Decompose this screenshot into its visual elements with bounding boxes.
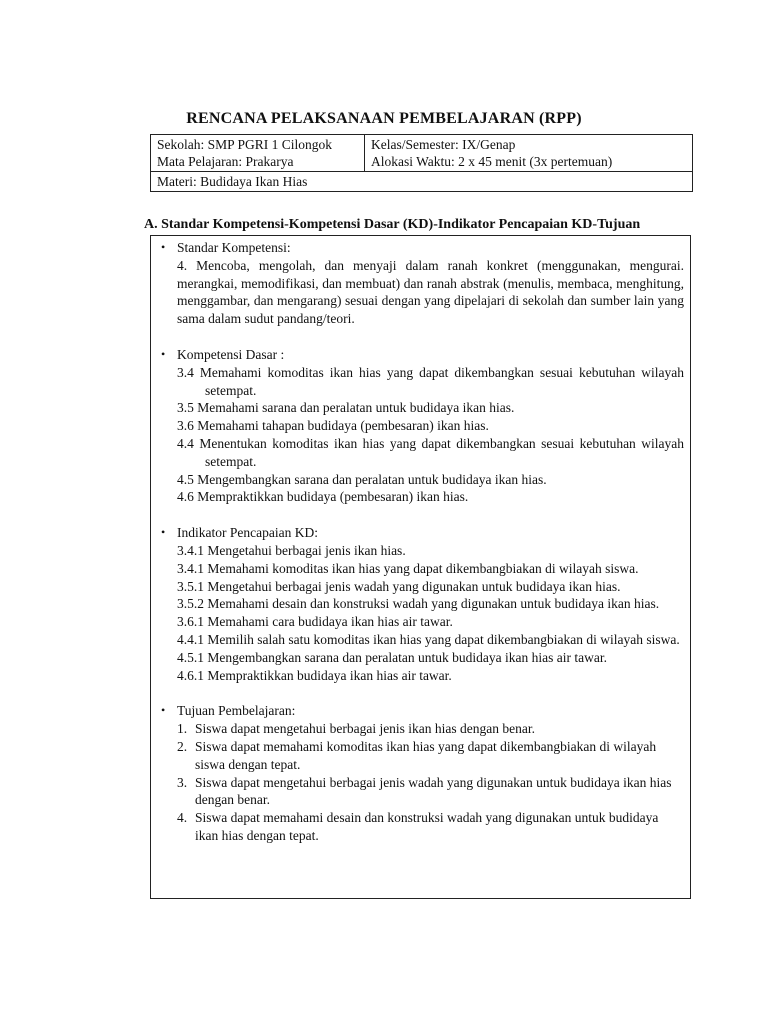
list-item: 4.5 Mengembangkan sarana dan peralatan untuk budidaya ikan hias. (177, 471, 547, 487)
list-item: 3.4.1 Memahami komoditas ikan hias yang dapat dikembangbiakan di wilayah siswa. (177, 560, 639, 576)
subject-name: Mata Pelajaran: Prakarya (157, 154, 294, 169)
list-item: 3.4.1 Mengetahui berbagai jenis ikan hias. (177, 542, 406, 558)
list-item (177, 774, 684, 810)
kompetensi-dasar-block (157, 346, 684, 506)
item-text: Siswa dapat memahami komoditas ikan hias yang dapat dikembangbiakan di wilayah siswa dengan tepat. (195, 738, 657, 772)
block-label: Indikator Pencapaian KD: (177, 525, 318, 541)
item-number: 3. (177, 774, 188, 790)
list-item (177, 720, 684, 738)
list-item (177, 738, 684, 774)
time-allocation: Alokasi Waktu: 2 x 45 menit (3x pertemuan) (371, 154, 613, 169)
list-item: 3.5.1 Mengetahui berbagai jenis wadah yang digunakan untuk budidaya ikan hias. (177, 578, 621, 594)
item-text: Siswa dapat mengetahui berbagai jenis wadah yang digunakan untuk budidaya ikan hias dengan benar. (195, 774, 672, 808)
item-text: Siswa dapat mengetahui berbagai jenis ikan hias dengan benar. (195, 721, 536, 737)
block-label: Kompetensi Dasar : (177, 346, 285, 362)
list-item: 3.4 Memahami komoditas ikan hias yang dapat dikembangkan sesuai kebutuhan wilayah setempat. (177, 364, 684, 398)
item-text: Siswa dapat memahami desain dan konstruksi wadah yang digunakan untuk budidaya ikan hias dengan tepat. (195, 810, 659, 843)
info-row (151, 172, 693, 192)
section-a-heading: A. Standar Kompetensi-Kompetensi Dasar (KD)-Indikator Pencapaian KD-Tujuan (144, 217, 641, 232)
document-title: RENCANA PELAKSANAAN PEMBELAJARAN (RPP) (186, 110, 582, 127)
school-name: Sekolah: SMP PGRI 1 Cilongok (157, 137, 333, 152)
item-number: 2. (177, 738, 188, 754)
class-semester: Kelas/Semester: IX/Genap (371, 137, 516, 152)
item-number: 1. (177, 721, 188, 737)
bullet-icon: • (161, 240, 166, 254)
list-item: 4.6.1 Mempraktikkan budidaya ikan hias air tawar. (177, 667, 452, 683)
list-item: 4.6 Mempraktikkan budidaya (pembesaran) ikan hias. (177, 489, 469, 505)
list-item: 3.6.1 Memahami cara budidaya ikan hias air tawar. (177, 614, 453, 630)
standar-kompetensi-block (157, 239, 684, 328)
info-cell-right (365, 135, 693, 172)
list-item: 4.4.1 Memilih salah satu komoditas ikan hias yang dapat dikembangbiakan di wilayah siswa. (177, 631, 680, 647)
block-label: Standar Kompetensi: (177, 240, 291, 255)
list-item: 4.4 Menentukan komoditas ikan hias yang dapat dikembangkan sesuai kebutuhan wilayah setempat. (177, 435, 684, 469)
info-row (151, 135, 693, 172)
standar-kompetensi-text: 4. Mencoba, mengolah, dan menyaji dalam ranah konkret (menggunakan, mengurai. merangkai, memodifikasi, dan membuat) dan ranah abstrak (menulis, membaca, menghitung, menggambar, dan mengarang) sesuai dengan yang dipelajari di sekolah dan sumber lain yang sama dalam sudut pandang/teori. (177, 257, 684, 327)
material-name: Materi: Budidaya Ikan Hias (157, 174, 308, 189)
bullet-icon: • (161, 703, 166, 718)
list-item: 3.5.2 Memahami desain dan konstruksi wadah yang digunakan untuk budidaya ikan hias. (177, 596, 660, 612)
competency-box (150, 235, 691, 899)
tujuan-block (157, 702, 684, 844)
list-item: 3.6 Memahami tahapan budidaya (pembesaran) ikan hias. (177, 418, 489, 434)
info-cell-left (151, 135, 365, 172)
list-item: 3.5 Memahami sarana dan peralatan untuk budidaya ikan hias. (177, 400, 515, 416)
indikator-block (157, 524, 684, 684)
info-table (150, 134, 693, 192)
item-number: 4. (177, 810, 188, 826)
bullet-icon: • (161, 346, 166, 361)
material-cell (151, 172, 693, 192)
list-item (177, 809, 684, 845)
block-label: Tujuan Pembelajaran: (177, 703, 296, 719)
bullet-icon: • (161, 525, 166, 540)
list-item: 4.5.1 Mengembangkan sarana dan peralatan untuk budidaya ikan hias air tawar. (177, 649, 607, 665)
